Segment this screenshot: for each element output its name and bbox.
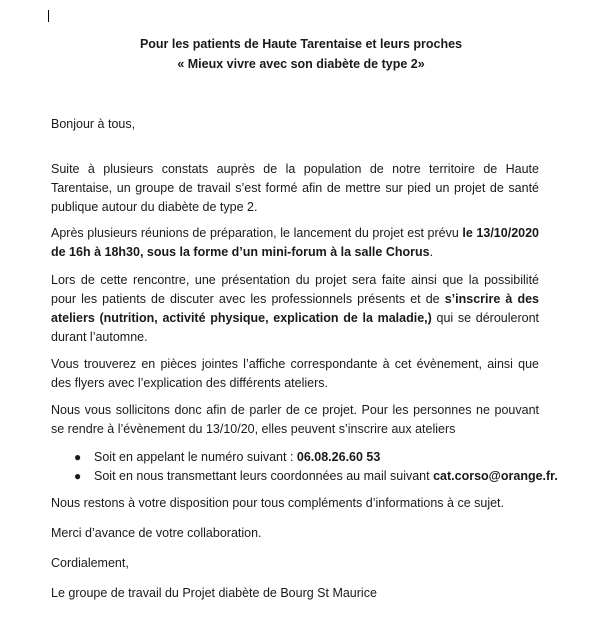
- paragraph-meeting-text: Lors de cette rencontre, une présentation du projet sera faite ainsi que la possibilité pour les patients de discuter avec les professionnels présents et de: [51, 273, 539, 306]
- closing: Cordialement,: [51, 556, 129, 570]
- paragraph-meeting-workshops: s’inscrire à des ateliers (nutrition, activité physique, explication de la maladie,): [51, 292, 539, 325]
- text-cursor: [48, 10, 49, 22]
- header-line-1: Pour les patients de Haute Tarentaise et leurs proches: [139, 37, 463, 51]
- paragraph-launch: [51, 224, 539, 262]
- paragraph-meeting: [51, 271, 539, 347]
- bullet-icon: ●: [74, 469, 82, 483]
- paragraph-meeting-end: qui se dérouleront durant l’automne.: [51, 311, 539, 344]
- paragraph-thanks: Merci d’avance de votre collaboration.: [51, 526, 262, 540]
- paragraph-attachments: Vous trouverez en pièces jointes l’affiche correspondante à cet évènement, ainsi que des flyers avec l’explication des différents ateliers.: [51, 357, 539, 390]
- paragraph-intro: Suite à plusieurs constats auprès de la population de notre territoire de Haute Tarentaise, un groupe de travail s’est formé afin de mettre sur pied un projet de santé publique autour du diabète de type 2.: [51, 162, 539, 214]
- bullet-text: [94, 448, 380, 467]
- paragraph-availability: Nous restons à votre disposition pour tous compléments d’informations à ce sujet.: [51, 496, 505, 510]
- phone-number: 06.08.26.60 53: [296, 450, 381, 464]
- paragraph-launch-text: Après plusieurs réunions de préparation, le lancement du projet est prévu: [51, 226, 463, 240]
- signature: Le groupe de travail du Projet diabète de Bourg St Maurice: [51, 586, 377, 600]
- paragraph-request: Nous vous sollicitons donc afin de parler de ce projet. Pour les personnes ne pouvant se rendre à l’évènement du 13/10/20, elles peuvent s’inscrire aux ateliers: [51, 403, 539, 436]
- bullet-text: [94, 467, 558, 486]
- email-address: cat.corso@orange.fr.: [433, 469, 558, 483]
- paragraph-launch-date: le 13/10/2020 de 16h à 18h30, sous la forme d’un mini-forum à la salle Chorus: [51, 226, 539, 259]
- bullet-icon: ●: [74, 450, 82, 464]
- header-line-2: « Mieux vivre avec son diabète de type 2»: [177, 57, 425, 71]
- greeting: Bonjour à tous,: [51, 117, 136, 131]
- bullet-email-label: Soit en nous transmettant leurs coordonnées au mail suivant: [94, 469, 434, 483]
- bullet-phone-label: Soit en appelant le numéro suivant :: [94, 450, 297, 464]
- paragraph-launch-end: .: [429, 245, 434, 259]
